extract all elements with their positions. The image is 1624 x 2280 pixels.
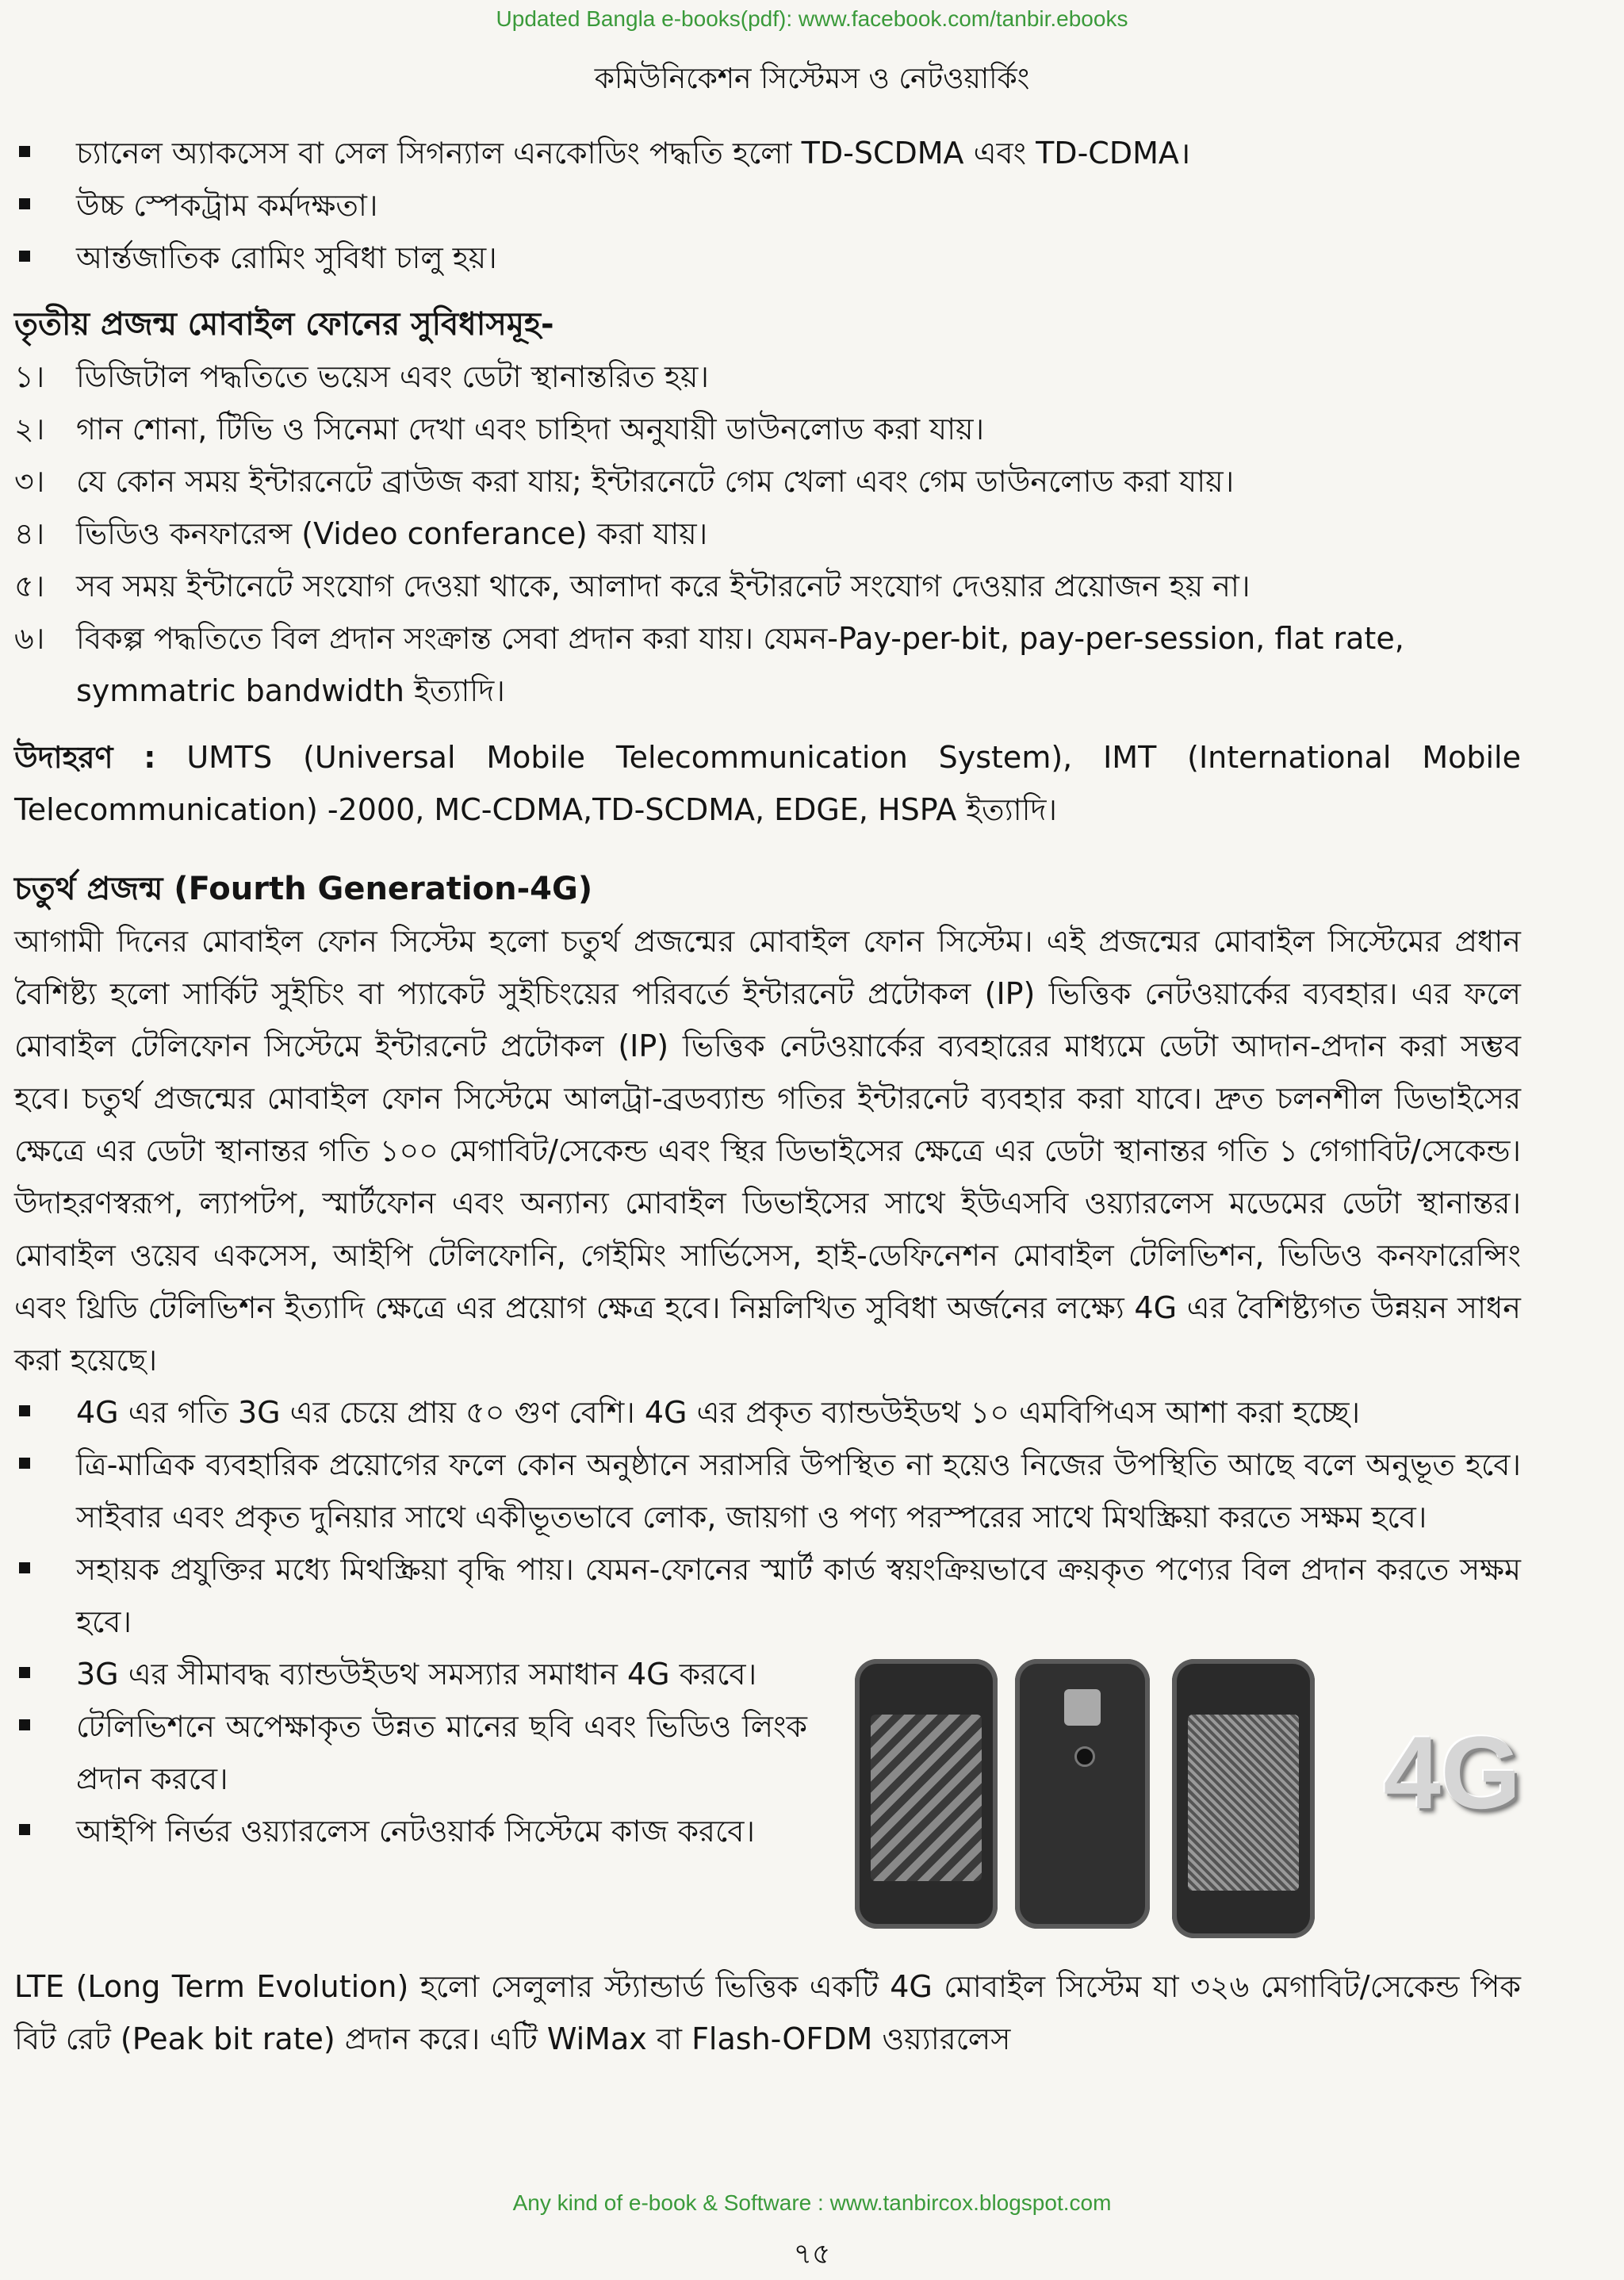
smartphones-figure (807, 1659, 1521, 1960)
item-text: বিকল্প পদ্ধতিতে বিল প্রদান সংক্রান্ত সেবা প্রদান করা যায়। যেমন-Pay-per-bit, pay-per-session, flat rate, symmatric bandwidth ইত্যাদি। (76, 621, 1404, 708)
bullet-item: টেলিভিশনে অপেক্ষাকৃত উন্নত মানের ছবি এবং ভিডিও লিংক প্রদান করবে। (14, 1700, 807, 1805)
bullet-item: 4G এর গতি 3G এর চেয়ে প্রায় ৫০ গুণ বেশি। 4G এর প্রকৃত ব্যান্ডউইডথ ১০ এমবিপিএস আশা করা হচ্ছে। (14, 1386, 1521, 1439)
bullets-with-figure (14, 1648, 1521, 1960)
page-number: ৭৫ (793, 2238, 831, 2270)
smartphone-side-image (1172, 1659, 1315, 1938)
example-paragraph (14, 731, 1521, 836)
item-number: ৫। (14, 569, 45, 604)
heading-english: (Fourth Generation-4G) (174, 871, 593, 907)
numbered-item (14, 403, 1521, 455)
item-number: ৪। (14, 516, 45, 551)
bullet-item: ত্রি-মাত্রিক ব্যবহারিক প্রয়োগের ফলে কোন অনুষ্ঠানে সরাসরি উপস্থিত না হয়েও নিজের উপস্থিতি আছে বলে অনুভূত হবে। সাইবার এবং প্রকৃত দুনিয়ার সাথে একীভূতভাবে লোক, জায়গা ও পণ্য পরস্পরের সাথে মিথস্ক্রিয়া করতে সক্ষম হবে। (14, 1439, 1521, 1543)
item-number: ২। (14, 412, 45, 446)
example-label: উদাহরণ (14, 740, 113, 775)
item-text: ভিডিও কনফারেন্স (Video conferance) করা যায়। (76, 516, 708, 551)
section-heading-3g-advantages: তৃতীয় প্রজন্ম মোবাইল ফোনের সুবিধাসমূহ- (14, 306, 554, 343)
numbered-item (14, 612, 1521, 717)
smartphone-back-image (1015, 1659, 1150, 1929)
numbered-item (14, 351, 1521, 403)
badge-4g-logo: 4G (1383, 1715, 1521, 1830)
item-text: যে কোন সময় ইন্টারনেটে ব্রাউজ করা যায়; ইন্টারনেটে গেম খেলা এবং গেম ডাউনলোড করা যায়। (76, 464, 1235, 499)
bullet-item: আর্ন্তজাতিক রোমিং সুবিধা চালু হয়। (14, 232, 1521, 284)
running-title: কমিউনিকেশন সিস্টেমস ও নেটওয়ার্কিং (594, 63, 1030, 95)
section-heading-4g (14, 863, 1521, 915)
numbered-item (14, 560, 1521, 612)
intro-paragraph-4g: আগামী দিনের মোবাইল ফোন সিস্টেম হলো চতুর্থ প্রজন্মের মোবাইল ফোন সিস্টেম। এই প্রজন্মের মোবাইল সিস্টেমের প্রধান বৈশিষ্ট্য হলো সার্কিট সুইচিং বা প্যাকেট সুইচিংয়ের পরিবর্তে ইন্টারনেট প্রটোকল (IP) ভিত্তিক নেটওয়ার্কের ব্যবহার। এর ফলে মোবাইল টেলিফোন সিস্টেমে ইন্টারনেট প্রটোকল (IP) ভিত্তিক নেটওয়ার্কের ব্যবহারের মাধ্যমে ডেটা আদান-প্রদান করা সম্ভব হবে। চতুর্থ প্রজন্মের মোবাইল ফোন সিস্টেমে আলট্রা-ব্রডব্যান্ড গতির ইন্টারনেট ব্যবহার করা যাবে। দ্রুত চলনশীল ডিভাইসের ক্ষেত্রে এর ডেটা স্থানান্তর গতি ১০০ মেগাবিট/সেকেন্ড এবং স্থির ডিভাইসের ক্ষেত্রে এর ডেটা স্থানান্তর গতি ১ গেগাবিট/সেকেন্ড। উদাহরণস্বরূপ, ল্যাপটপ, স্মার্টফোন এবং অন্যান্য মোবাইল ডিভাইসের সাথে ইউএসবি ওয়্যারলেস মডেমের ডেটা স্থানান্তর। মোবাইল ওয়েব একসেস, আইপি টেলিফোনি, গেইমিং সার্ভিসেস, হাই-ডেফিনেশন মোবাইল টেলিভিশন, ভিডিও কনফারেন্সিং এবং থ্রিডি টেলিভিশন ইত্যাদি ক্ষেত্রে এর প্রয়োগ ক্ষেত্র হবে। নিম্নলিখিত সুবিধা অর্জনের লক্ষ্যে 4G এর বৈশিষ্ট্যগত উন্নয়ন সাধন করা হয়েছে। (14, 924, 1521, 1378)
numbered-item (14, 508, 1521, 560)
side-bullet-list (14, 1648, 807, 1960)
source-link-footer[interactable]: Any kind of e-book & Software : www.tanbircox.blogspot.com (512, 2190, 1112, 2215)
numbered-item (14, 455, 1521, 508)
bullet-item: চ্যানেল অ্যাকসেস বা সেল সিগন্যাল এনকোডিং পদ্ধতি হলো TD-SCDMA এবং TD-CDMA। (14, 127, 1521, 179)
smartphone-front-image (855, 1659, 998, 1929)
source-link-header[interactable]: Updated Bangla e-books(pdf): www.facebook.com/tanbir.ebooks (496, 6, 1128, 31)
bullet-item: সহায়ক প্রযুক্তির মধ্যে মিথস্ক্রিয়া বৃদ্ধি পায়। যেমন-ফোনের স্মার্ট কার্ড স্বয়ংক্রিয়ভাবে ক্রয়কৃত পণ্যের বিল প্রদান করতে সক্ষম হবে। (14, 1543, 1521, 1648)
bullet-item: 3G এর সীমাবদ্ধ ব্যান্ডউইডথ সমস্যার সমাধান 4G করবে। (14, 1648, 807, 1700)
bullet-item: উচ্চ স্পেকট্রাম কর্মদক্ষতা। (14, 179, 1521, 232)
example-separator: : (144, 740, 156, 775)
item-number: ১। (14, 359, 45, 394)
page-body (14, 127, 1521, 2065)
item-text: ডিজিটাল পদ্ধতিতে ভয়েস এবং ডেটা স্থানান্তরিত হয়। (76, 359, 709, 394)
item-number: ৩। (14, 464, 45, 499)
lte-paragraph: LTE (Long Term Evolution) হলো সেলুলার স্ট্যান্ডার্ড ভিত্তিক একটি 4G মোবাইল সিস্টেম যা ৩২৬ মেগাবিট/সেকেন্ড পিক বিট রেট (Peak bit rate) প্রদান করে। এটি WiMax বা Flash-OFDM ওয়্যারলেস (14, 1969, 1521, 2056)
item-text: সব সময় ইন্টানেটে সংযোগ দেওয়া থাকে, আলাদা করে ইন্টারনেট সংযোগ দেওয়ার প্রয়োজন হয় না। (76, 569, 1251, 604)
item-text: গান শোনা, টিভি ও সিনেমা দেখা এবং চাহিদা অনুযায়ী ডাউনলোড করা যায়। (76, 412, 985, 446)
example-text: UMTS (Universal Mobile Telecommunication System), IMT (International Mobile Telecommunication) -2000, MC-CDMA,TD-SCDMA, EDGE, HSPA ইত্যাদি। (14, 740, 1521, 827)
bullet-item: আইপি নির্ভর ওয়্যারলেস নেটওয়ার্ক সিস্টেমে কাজ করবে। (14, 1805, 807, 1857)
heading-bangla: চতুর্থ প্রজন্ম (14, 871, 163, 907)
item-number: ৬। (14, 621, 45, 656)
